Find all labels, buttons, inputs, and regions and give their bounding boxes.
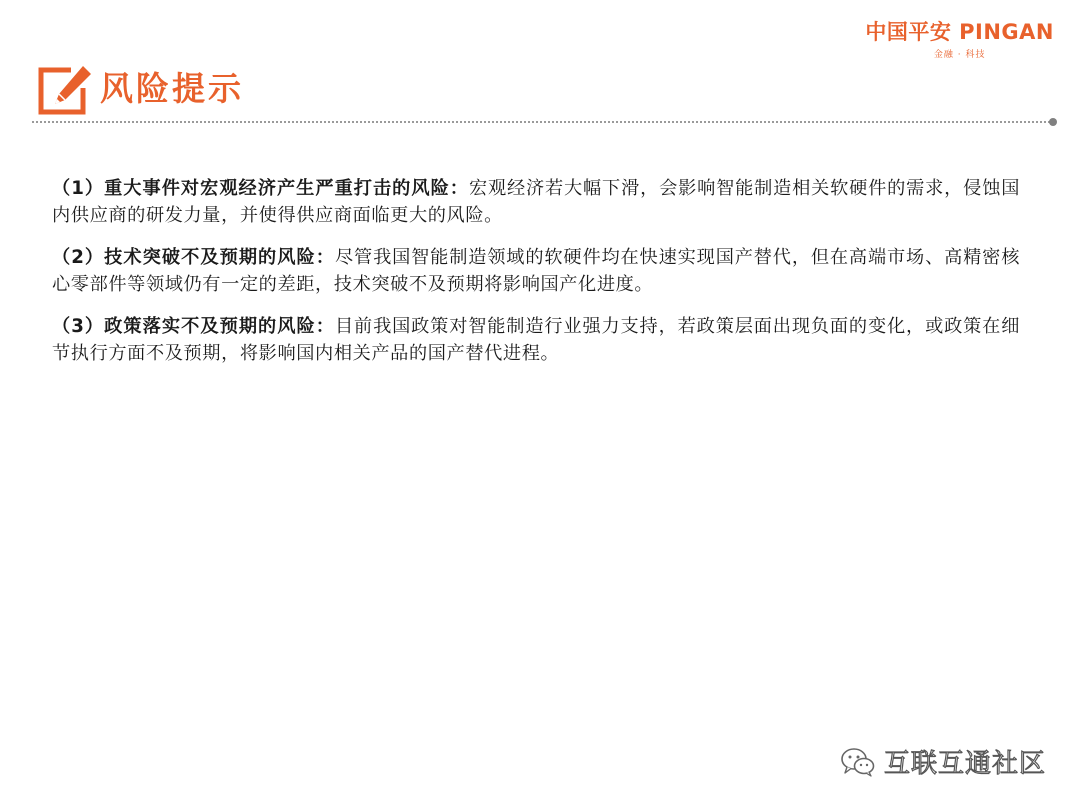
- risk-item-3: [52, 313, 1020, 367]
- risk-body: 尽管我国智能制造领域的软硬件均在快速实现国产替代，但在高端市场、高精密核心零部件等领域仍有一定的差距，技术突破不及预期将影响国产化进度。: [52, 247, 1021, 295]
- brand-subtitle: 金融 · 科技: [933, 50, 986, 60]
- pencil-square-icon: [37, 62, 91, 116]
- risk-body: 宏观经济若大幅下滑，会影响智能制造相关软硬件的需求，侵蚀国内供应商的研发力量，并使得供应商面临更大的风险。: [52, 178, 1020, 226]
- brand-name: 中国平安 PINGAN: [865, 20, 1054, 44]
- page-title: 风险提示: [100, 69, 244, 108]
- risk-heading: （1）重大事件对宏观经济产生严重打击的风险：: [52, 178, 470, 199]
- wechat-icon: [840, 747, 876, 777]
- risk-item-1: [52, 175, 1020, 229]
- risk-heading: （2）技术突破不及预期的风险：: [52, 247, 335, 268]
- watermark: [840, 743, 1046, 780]
- brand-logo: [865, 16, 1054, 60]
- title-divider: [32, 121, 1050, 123]
- watermark-text: 互联互通社区: [883, 749, 1046, 779]
- risk-heading: （3）政策落实不及预期的风险：: [52, 316, 335, 337]
- risk-list: [52, 175, 1020, 382]
- risk-item-2: [52, 244, 1020, 298]
- risk-body: 目前我国政策对智能制造行业强力支持，若政策层面出现负面的变化，或政策在细节执行方面不及预期，将影响国内相关产品的国产替代进程。: [52, 316, 1021, 364]
- divider-end-dot: [1049, 118, 1057, 126]
